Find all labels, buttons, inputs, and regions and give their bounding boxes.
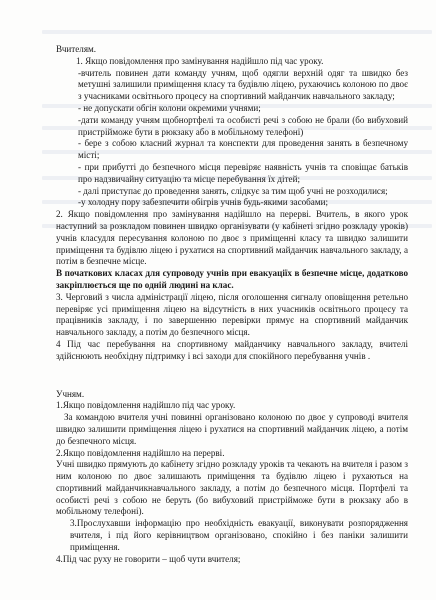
teacher-p3: 3. Черговий з числа адміністрації ліцею, після оголошення сигналу оповіщення ретельно перевіряє усі приміщення ліцею на відсутність в них учасників освітнього процесу та працівників закладу, і по завершенню перевірки прямує на спортивний майданчик навчального закладу, а потім до безпечного місця. bbox=[56, 291, 408, 338]
list-item: - при прибутті до безпечного місця перевіряє наявність учнів та сповіщає батьків про надзвичайну ситуацію та місце перебування їх дітей; bbox=[78, 161, 408, 184]
pupil-heading: Учням. bbox=[56, 388, 85, 399]
teacher-p4: 4 Під час перебування на спортивному майданчику навчального закладу, вчителі здійснюють необхідну підтримку і всі заходи для спокійного перебування учнів . bbox=[56, 338, 408, 361]
pupil-p3: 3.Прослухавши інформацію про необхідність евакуації, виконувати розпорядження вчителя, і під його керівництвом організовано, спокійно і без паніки залишити приміщення. bbox=[70, 518, 408, 552]
pupil-p1-title: 1.Якщо повідомлення надійшло під час уроку. bbox=[56, 400, 236, 411]
pupil-p4: 4.Під час руху не говорити – щоб чути вчителя; bbox=[56, 553, 241, 564]
teacher-bold-note: В початкових класах для супроводу учнів при евакуаціїх в безпечне місце, додатково закріплюється ще по одній людині на клас. bbox=[56, 268, 408, 290]
teacher-heading: Вчителям. bbox=[56, 44, 97, 54]
pupil-p2-text: Учні швидко прямують до кабінету згідно розкладу уроків та чекають на вчителя і разом з ним колоною по двоє залишають приміщення та будівлю ліцею і рухаються на спортивний майданчикнавчального закладу, а потім до безпечного місця. Портфелі та особисті речі з собою не беруть (бо вибуховий пристрійможе бути в рюкзаку або в мобільному телефоні). bbox=[56, 459, 408, 517]
pupil-section bbox=[56, 389, 408, 566]
teacher-p2: 2. Якщо повідомлення про замінування надійшло на перерві. Вчитель, в якого урок наступний за розкладом повинен швидко організувати (у кабінеті згідно розкладу уроків) учнів класудля пересування колоною по двоє з приміщенні класу та швидко залишити приміщення та будівлю ліцею і рухатися на спортивний майданчик навчального закладу, а потім в безпечне місце. bbox=[56, 209, 408, 267]
list-item: - не допускати обгін колони окремими учнями; bbox=[78, 102, 261, 113]
pupil-p2-title: 2.Якщо повідомлення надійшло на перерві. bbox=[56, 447, 225, 458]
teacher-section bbox=[56, 44, 408, 363]
list-item: - бере з собою класний журнал та конспекти для проведення занять в безпечному місті; bbox=[78, 138, 408, 161]
pupil-p1-text: За командою вчителя учні повинні організовано колоною по двоє у супроводі вчителя швидко залишити приміщення ліцею і рухатися на спортивний майданчик ліцею, а потім до безпечного місця. bbox=[56, 412, 408, 446]
bleed-through-line bbox=[42, 30, 432, 34]
list-item: - далі приступає до проведення занять, слідкує за тим щоб учні не розходилися; bbox=[78, 185, 388, 196]
list-item: -дати команду учням щобнортфелі та особисті речі з собою не брали (бо вибуховий пристрійможе бути в рюкзаку або в мобільному телефоні) bbox=[78, 114, 408, 137]
document-body bbox=[56, 44, 408, 565]
teacher-p1-title: 1. Якщо повідомлення про замінування надійшло під час уроку. bbox=[76, 55, 324, 66]
list-item: -у холодну пору забезпечити обігрів учнів будь-якими засобами; bbox=[78, 197, 328, 208]
list-item: -вчитель повинен дати команду учням, щоб одягли верхній одяг та швидко без метушні залишили приміщення класу та будівлю ліцею, рухаючись колоною по двоє з учасниками освітнього процесу на спортивний майданчик навчального закладу; bbox=[78, 67, 408, 102]
section-gap bbox=[56, 363, 408, 389]
teacher-p1-list bbox=[56, 68, 408, 210]
